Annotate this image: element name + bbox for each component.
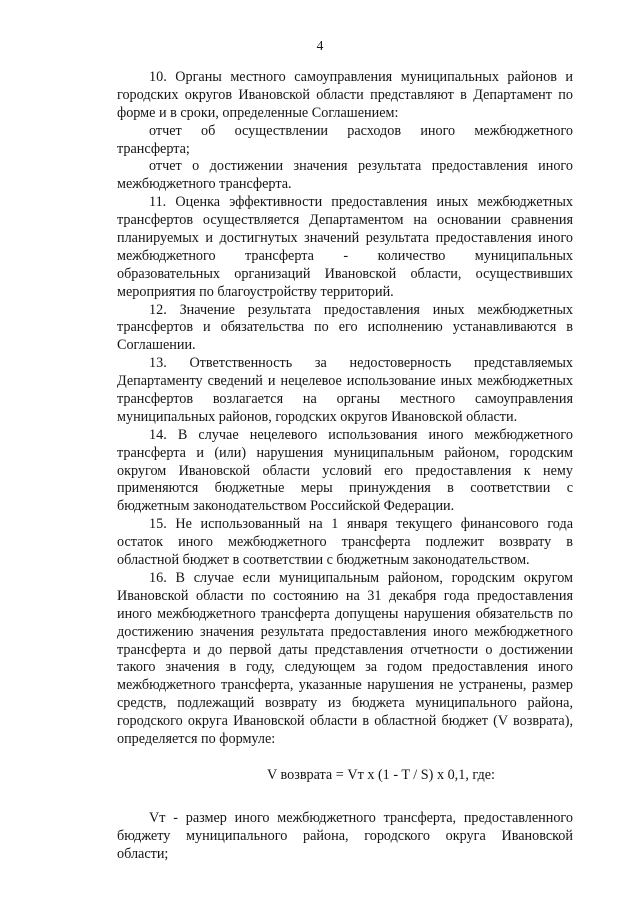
text-line: средств, подлежащий возврату из бюджета муниципального района, <box>117 695 573 712</box>
text-line: трансферта и до первой даты представления отчетности о достижении <box>117 641 573 658</box>
text-line: городских округов Ивановской области представляют в Департамент по <box>117 86 573 103</box>
text-line: планируемых и достигнутых значений результата предоставления иного <box>117 230 573 247</box>
paragraph <box>117 69 573 123</box>
text-line: городского округа Ивановской области в областной бюджет (V возврата), <box>117 713 573 730</box>
text-line: 16. В случае если муниципальным районом, городским округом <box>149 569 573 586</box>
text-line: трансферта и (или) нарушения муниципальным районом, городским <box>117 444 573 461</box>
text-line: бюджетным законодательством Российской Федерации. <box>117 498 455 515</box>
paragraph <box>117 427 573 516</box>
spacer <box>117 784 573 810</box>
paragraph <box>117 516 573 570</box>
paragraph <box>117 158 573 194</box>
text-line: области; <box>117 845 169 862</box>
text-line: межбюджетного трансферта, указанные нарушения не устранены, размер <box>117 677 573 694</box>
text-line: остаток иного межбюджетного трансферта подлежит возврату в <box>117 534 573 551</box>
text-line: иного межбюджетного трансферта допущены нарушения обязательств по <box>117 605 573 622</box>
text-line: трансфертов и обязательства по его исполнению устанавливаются в <box>117 319 573 336</box>
text-line: мероприятия по благоустройству территорий. <box>117 283 394 300</box>
text-line: Департаменту сведений и нецелевое использование иных межбюджетных <box>117 373 573 390</box>
paragraph <box>117 810 573 864</box>
text-line: округом Ивановской области условий его предоставления к нему <box>117 462 573 479</box>
text-line: отчет о достижении значения результата предоставления иного <box>149 158 573 175</box>
text-line: трансфертов осуществляется Департаментом на основании сравнения <box>117 212 573 229</box>
paragraph <box>117 123 573 159</box>
text-line: межбюджетного трансферта. <box>117 176 292 193</box>
text-line: такого значения в году, следующем за годом предоставления иного <box>117 659 573 676</box>
text-line: бюджету муниципального района, городского округа Ивановской <box>117 827 573 844</box>
text-line: 13. Ответственность за недостоверность представляемых <box>149 355 573 372</box>
text-line: Ивановской области по состоянию на 31 декабря года предоставления <box>117 587 573 604</box>
text-line: образовательных организаций Ивановской области, осуществивших <box>117 265 573 282</box>
paragraph <box>117 302 573 356</box>
paragraphs-before-formula <box>117 69 573 749</box>
text-line: применяются бюджетные меры принуждения в соответствии с <box>117 480 573 497</box>
text-line: 10. Органы местного самоуправления муниципальных районов и <box>149 69 573 85</box>
text-line: 12. Значение результата предоставления иных межбюджетных <box>149 301 573 318</box>
text-line: отчет об осуществлении расходов иного межбюджетного <box>149 122 573 139</box>
text-line: Соглашении. <box>117 337 196 354</box>
text-line: трансфертов возлагается на органы местного самоуправления <box>117 391 573 408</box>
return-formula: V возврата = Vт x (1 - T / S) x 0,1, где: <box>267 766 495 783</box>
text-line: Vт - размер иного межбюджетного трансферта, предоставленного <box>149 809 573 826</box>
text-line: 15. Не использованный на 1 января текущего финансового года <box>149 516 573 533</box>
page-number: 4 <box>316 38 324 53</box>
document-body <box>117 69 573 864</box>
paragraphs-after-formula <box>117 810 573 864</box>
text-line: межбюджетного трансферта - количество муниципальных <box>117 247 573 264</box>
text-line: определяется по формуле: <box>117 730 276 747</box>
paragraph <box>117 355 573 427</box>
text-line: трансферта; <box>117 140 190 157</box>
spacer <box>117 749 573 766</box>
text-line: 11. Оценка эффективности предоставления иных межбюджетных <box>149 194 573 211</box>
text-line: 14. В случае нецелевого использования иного межбюджетного <box>149 426 573 443</box>
text-line: областной бюджет в соответствии с бюджетным законодательством. <box>117 552 530 569</box>
paragraph <box>117 570 573 749</box>
text-line: достижению значения результата предоставления иного межбюджетного <box>117 623 573 640</box>
text-line: муниципальных районов, городских округов Ивановской области. <box>117 408 518 425</box>
paragraph <box>117 194 573 301</box>
text-line: форме и в сроки, определенные Соглашением: <box>117 104 399 121</box>
